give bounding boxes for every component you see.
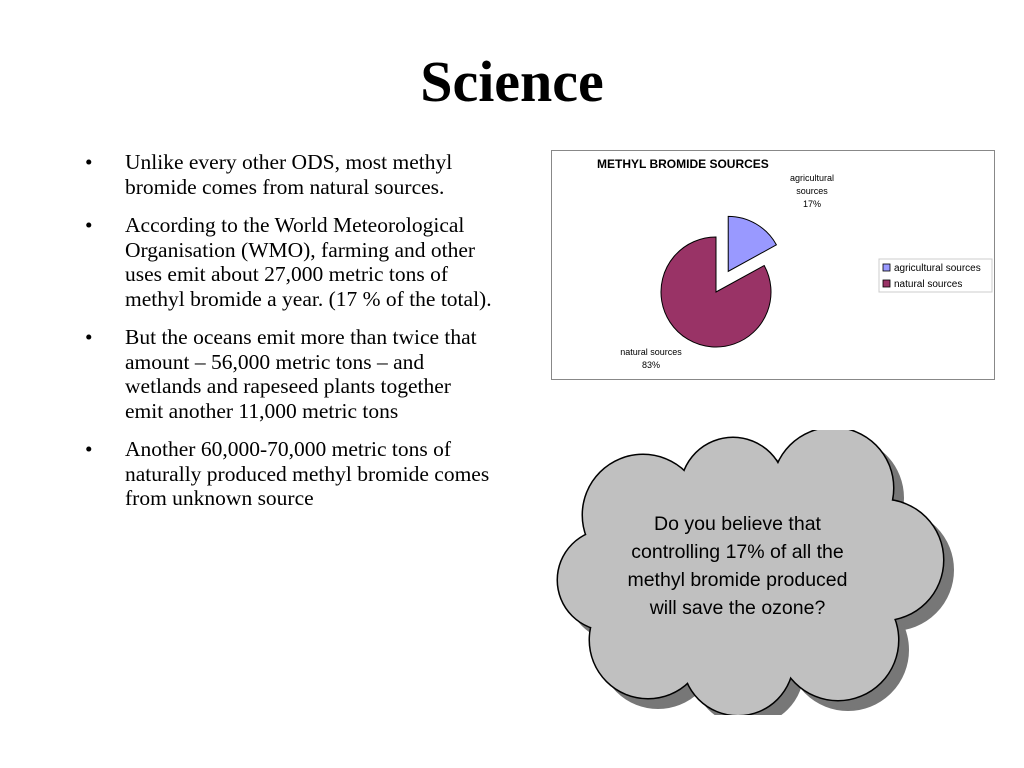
bullet-list <box>82 150 492 525</box>
bullet-item <box>82 213 492 311</box>
bullet-text: Unlike every other ODS, most methyl bromide comes from natural sources. <box>125 150 453 199</box>
bullet-marker: • <box>85 150 93 174</box>
bullet-text: But the oceans emit more than twice that amount – 56,000 metric tons – and wetlands and rapeseed plants together emit another 11,000 metric tons <box>125 325 477 423</box>
data-label-natural: 83% <box>641 360 661 370</box>
bullet-item <box>82 150 492 199</box>
pie-chart <box>551 150 995 380</box>
data-label-agricultural: sources <box>796 186 828 196</box>
bullet-item <box>82 325 492 423</box>
legend-swatch <box>883 264 890 271</box>
bullet-marker: • <box>85 213 93 237</box>
pie-slice-agricultural <box>728 216 776 271</box>
bullet-marker: • <box>85 437 93 461</box>
legend-entry: agricultural sources <box>894 263 981 274</box>
bullet-text: Another 60,000-70,000 metric tons of naturally produced methyl bromide comes from unknown source <box>125 437 490 510</box>
legend-entry: natural sources <box>894 279 963 290</box>
data-label-natural: natural sources <box>620 347 682 357</box>
slide-title: Science <box>420 49 604 114</box>
bullet-marker: • <box>85 325 93 349</box>
bullet-text: According to the World Meteorological Organisation (WMO), farming and other uses emit about 27,000 metric tons of methyl bromide a year. (17 % of the total). <box>125 213 492 311</box>
data-label-agricultural: 17% <box>802 199 822 209</box>
pie-chart-svg <box>552 151 994 379</box>
chart-title: METHYL BROMIDE SOURCES <box>597 157 769 171</box>
data-label-agricultural: agricultural <box>789 173 835 183</box>
cloud-question: Do you believe that controlling 17% of all the methyl bromide produced will save the ozone? <box>627 513 848 619</box>
bullet-item <box>82 437 492 511</box>
legend-swatch <box>883 280 890 287</box>
